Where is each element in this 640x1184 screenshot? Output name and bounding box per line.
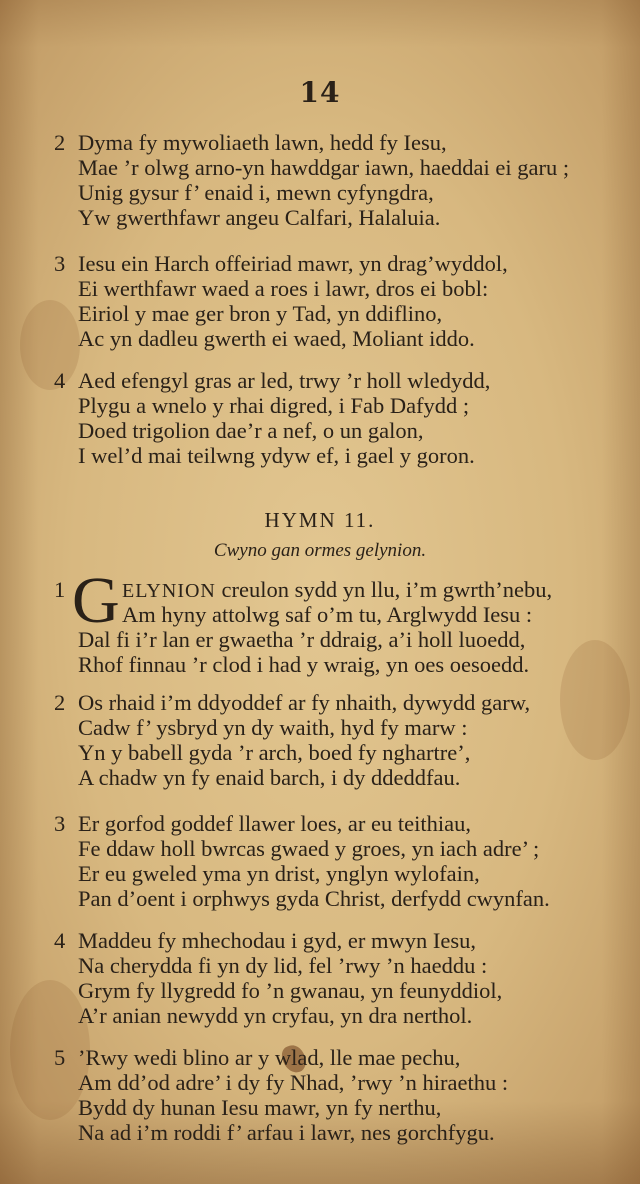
hymn-title: HYMN 11.	[264, 508, 376, 532]
verse-line: Am dd’od adre’ i dy fy Nhad, ’rwy ’n hiraethu :	[78, 1070, 509, 1095]
verse-number: 3	[54, 811, 66, 836]
verse-line: Eiriol y mae ger bron y Tad, yn ddiflino,	[78, 301, 443, 326]
verse-line: Dyma fy mywoliaeth lawn, hedd fy Iesu,	[78, 130, 447, 155]
verse-line: Unig gysur f’ enaid i, mewn cyfyngdra,	[78, 180, 434, 205]
verse-line: Yw gwerthfawr angeu Calfari, Halaluia.	[78, 205, 441, 230]
verse-number: 3	[54, 251, 66, 276]
verse-number: 5	[54, 1045, 66, 1070]
verse-line: Ei werthfawr waed a roes i lawr, dros ei bobl:	[78, 276, 489, 301]
verse-line: Aed efengyl gras ar led, trwy ’r holl wledydd,	[78, 368, 491, 393]
verse-line: Bydd dy hunan Iesu mawr, yn fy nerthu,	[78, 1095, 442, 1120]
verse-line: Mae ’r olwg arno-yn hawddgar iawn, haeddai ei garu ;	[78, 155, 570, 180]
first-line-rest: creulon sydd yn llu, i’m gwrth’nebu,	[215, 577, 553, 602]
verse-line: Iesu ein Harch offeiriad mawr, yn drag’wyddol,	[78, 251, 508, 276]
verse-line: I wel’d mai teilwng ydyw ef, i gael y goron.	[78, 443, 475, 468]
foxing-spot	[20, 300, 80, 390]
verse-line: Rhof finnau ’r clod i had y wraig, yn oes oesoedd.	[78, 652, 530, 677]
verse-line: Pan d’oent i orphwys gyda Christ, derfydd cwynfan.	[78, 886, 550, 911]
verse-line: Maddeu fy mhechodau i gyd, er mwyn Iesu,	[78, 928, 477, 953]
verse-number: 2	[54, 130, 66, 155]
verse-line: Yn y babell gyda ’r arch, boed fy nghartre’,	[78, 740, 471, 765]
verse-line: Er eu gweled yma yn drist, ynglyn wylofain,	[78, 861, 480, 886]
verse-line: A chadw yn fy enaid barch, i dy ddeddfau.	[78, 765, 461, 790]
verse-line: Os rhaid i’m ddyoddef ar fy nhaith, dywydd garw,	[78, 690, 531, 715]
verse-line: Ac yn dadleu gwerth ei waed, Moliant iddo.	[78, 326, 475, 351]
verse-line: Na cherydda fi yn dy lid, fel ’rwy ’n haeddu :	[78, 953, 488, 978]
hymn-subtitle: Cwyno gan ormes gelynion.	[213, 540, 427, 561]
drop-cap: G	[72, 564, 120, 637]
verse-line-first	[122, 578, 552, 603]
verse-number: 2	[54, 690, 66, 715]
page-number: 14	[299, 76, 341, 109]
verse-line: Dal fi i’r lan er gwaetha ’r ddraig, a’i holl luoedd,	[78, 627, 526, 652]
verse-number: 1	[54, 577, 66, 602]
verse-line: Na ad i’m roddi f’ arfau i lawr, nes gorchfygu.	[78, 1120, 495, 1145]
verse-number: 4	[54, 928, 66, 953]
first-word-caps: ELYNION	[122, 580, 216, 602]
verse-line: Er gorfod goddef llawer loes, ar eu teithiau,	[78, 811, 471, 836]
verse-line: Grym fy llygredd fo ’n gwanau, yn feunyddiol,	[78, 978, 503, 1003]
verse-line: A’r anian newydd yn cryfau, yn dra nerthol.	[78, 1003, 473, 1028]
verse-line: Fe ddaw holl bwrcas gwaed y groes, yn iach adre’ ;	[78, 836, 540, 861]
verse-line: Plygu a wnelo y rhai digred, i Fab Dafydd ;	[78, 393, 470, 418]
verse-line: Doed trigolion dae’r a nef, o un galon,	[78, 418, 424, 443]
foxing-spot	[560, 640, 630, 760]
verse-line: Cadw f’ ysbryd yn dy waith, hyd fy marw :	[78, 715, 468, 740]
verse-line: ’Rwy wedi blino ar y wlad, lle mae pechu,	[78, 1045, 461, 1070]
verse-number: 4	[54, 368, 66, 393]
verse-line: Am hyny attolwg saf o’m tu, Arglwydd Iesu :	[122, 602, 533, 627]
